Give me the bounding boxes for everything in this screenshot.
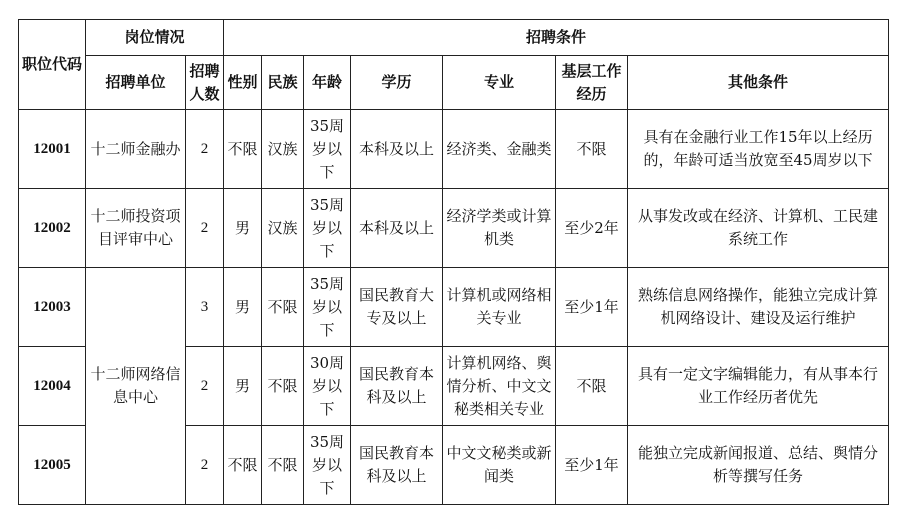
cell-other: 具有在金融行业工作15年以上经历的，年龄可适当放宽至45周岁以下 — [628, 110, 889, 189]
header-count: 招聘人数 — [186, 56, 224, 110]
cell-unit: 十二师金融办 — [86, 110, 186, 189]
cell-age: 35周岁以下 — [304, 268, 351, 347]
cell-education: 国民教育本科及以上 — [351, 426, 443, 505]
cell-age: 30周岁以下 — [304, 347, 351, 426]
cell-count: 2 — [186, 426, 224, 505]
cell-experience: 不限 — [556, 347, 628, 426]
cell-major: 计算机或网络相关专业 — [443, 268, 556, 347]
cell-major: 计算机网络、舆情分析、中文文秘类相关专业 — [443, 347, 556, 426]
cell-education: 国民教育大专及以上 — [351, 268, 443, 347]
table-row — [19, 110, 889, 189]
cell-major: 经济类、金融类 — [443, 110, 556, 189]
cell-count: 2 — [186, 189, 224, 268]
cell-ethnicity: 汉族 — [262, 189, 304, 268]
cell-gender: 不限 — [224, 110, 262, 189]
cell-other: 熟练信息网络操作，能独立完成计算机网络设计、建设及运行维护 — [628, 268, 889, 347]
header-experience: 基层工作经历 — [556, 56, 628, 110]
cell-code: 12004 — [19, 347, 86, 426]
cell-code: 12003 — [19, 268, 86, 347]
cell-major: 中文文秘类或新闻类 — [443, 426, 556, 505]
cell-gender: 不限 — [224, 426, 262, 505]
cell-unit-merged: 十二师网络信息中心 — [86, 268, 186, 505]
header-ethnicity: 民族 — [262, 56, 304, 110]
header-education: 学历 — [351, 56, 443, 110]
cell-major: 经济学类或计算机类 — [443, 189, 556, 268]
cell-experience: 至少1年 — [556, 426, 628, 505]
cell-experience: 至少2年 — [556, 189, 628, 268]
header-major: 专业 — [443, 56, 556, 110]
cell-age: 35周岁以下 — [304, 110, 351, 189]
cell-education: 国民教育本科及以上 — [351, 347, 443, 426]
cell-unit: 十二师投资项目评审中心 — [86, 189, 186, 268]
header-age: 年龄 — [304, 56, 351, 110]
cell-gender: 男 — [224, 268, 262, 347]
cell-gender: 男 — [224, 347, 262, 426]
cell-education: 本科及以上 — [351, 110, 443, 189]
cell-count: 2 — [186, 347, 224, 426]
header-other: 其他条件 — [628, 56, 889, 110]
cell-ethnicity: 汉族 — [262, 110, 304, 189]
header-position-group: 岗位情况 — [86, 20, 224, 56]
header-code: 职位代码 — [19, 20, 86, 110]
cell-code: 12001 — [19, 110, 86, 189]
cell-ethnicity: 不限 — [262, 347, 304, 426]
cell-code: 12002 — [19, 189, 86, 268]
cell-other: 能独立完成新闻报道、总结、舆情分析等撰写任务 — [628, 426, 889, 505]
cell-other: 具有一定文字编辑能力，有从事本行业工作经历者优先 — [628, 347, 889, 426]
cell-gender: 男 — [224, 189, 262, 268]
cell-ethnicity: 不限 — [262, 268, 304, 347]
header-gender: 性别 — [224, 56, 262, 110]
cell-other: 从事发改或在经济、计算机、工民建系统工作 — [628, 189, 889, 268]
cell-code: 12005 — [19, 426, 86, 505]
table-row — [19, 189, 889, 268]
cell-count: 3 — [186, 268, 224, 347]
recruitment-table — [18, 19, 889, 505]
header-requirements-group: 招聘条件 — [224, 20, 889, 56]
cell-age: 35周岁以下 — [304, 426, 351, 505]
header-unit: 招聘单位 — [86, 56, 186, 110]
cell-experience: 不限 — [556, 110, 628, 189]
table-row — [19, 268, 889, 347]
cell-age: 35周岁以下 — [304, 189, 351, 268]
cell-count: 2 — [186, 110, 224, 189]
cell-experience: 至少1年 — [556, 268, 628, 347]
cell-ethnicity: 不限 — [262, 426, 304, 505]
cell-education: 本科及以上 — [351, 189, 443, 268]
